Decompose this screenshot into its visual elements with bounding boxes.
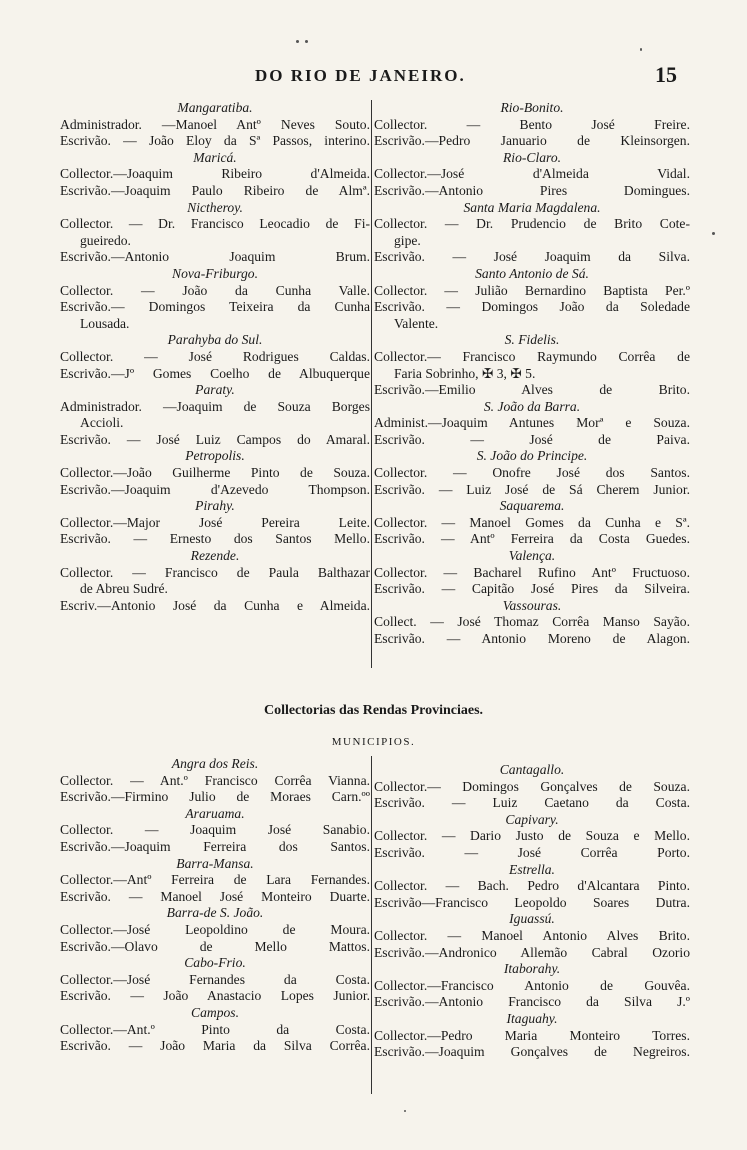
official-entry: Collect. — José Thomaz Corrêa Manso Sayão. xyxy=(374,614,690,630)
place-heading: Paraty. xyxy=(195,382,235,398)
official-entry: Collector. — Joaquim José Sanabio. xyxy=(60,822,370,838)
official-entry: Escrivão.—Antonio Francisco da Silva J.º xyxy=(374,994,690,1010)
municipal-officials-section xyxy=(60,100,690,670)
ink-speck xyxy=(305,40,308,43)
official-entry: Collector.—Antº Ferreira de Lara Fernandes. xyxy=(60,872,370,888)
official-entry: Escrivão. — Capitão José Pires da Silveira. xyxy=(374,581,690,597)
column-divider xyxy=(371,100,372,668)
ink-speck xyxy=(404,1110,406,1112)
official-entry: Escrivão. — Luiz José de Sá Cherem Junior. xyxy=(374,481,690,497)
official-entry: Collector.— Francisco Raymundo Corrêa de xyxy=(374,348,690,364)
official-entry: Collector. — Manoel Antonio Alves Brito. xyxy=(374,927,690,943)
running-title: DO RIO DE JANEIRO. xyxy=(255,66,466,85)
entry-continuation: de Abreu Sudré. xyxy=(80,581,168,597)
official-entry: Escrivão.—Joaquim Ferreira dos Santos. xyxy=(60,838,370,854)
place-heading: Cabo-Frio. xyxy=(184,955,246,971)
official-entry: Collector. — Bach. Pedro d'Alcantara Pinto. xyxy=(374,878,690,894)
ink-speck xyxy=(640,48,642,51)
place-heading: Estrella. xyxy=(509,861,555,877)
official-entry: Collector. — João da Cunha Valle. xyxy=(60,282,370,298)
place-heading: Santo Antonio de Sá. xyxy=(475,265,589,281)
official-entry: Escrivão. — José Corrêa Porto. xyxy=(374,844,690,860)
entry-continuation: Faria Sobrinho, ✠ 3, ✠ 5. xyxy=(394,365,536,381)
official-entry: Collector.—Francisco Antonio de Gouvêa. xyxy=(374,977,690,993)
official-entry: Escrivão. — Domingos João da Soledade xyxy=(374,299,690,315)
official-entry: Collector. — Ant.º Francisco Corrêa Vianna. xyxy=(60,772,370,788)
left-column xyxy=(60,100,370,614)
place-heading: Nova-Friburgo. xyxy=(172,265,258,281)
place-heading: Campos. xyxy=(191,1004,239,1020)
official-entry: Collector.—Ant.º Pinto da Costa. xyxy=(60,1021,370,1037)
official-entry: Administrador. —Joaquim de Souza Borges xyxy=(60,398,370,414)
official-entry: Escrivão.—Antonio Pires Domingues. xyxy=(374,182,690,198)
entry-continuation: Lousada. xyxy=(80,315,130,331)
place-heading: Barra-de S. João. xyxy=(166,905,264,921)
official-entry: Escrivão. — Antº Ferreira da Costa Guedes. xyxy=(374,531,690,547)
place-heading: Nictheroy. xyxy=(187,199,243,215)
place-heading: Itaguahy. xyxy=(506,1010,558,1026)
official-entry: Collector.— Domingos Gonçalves de Souza. xyxy=(374,778,690,794)
place-heading: Barra-Mansa. xyxy=(176,855,254,871)
official-entry: Escrivão. — João Eloy da Sª Passos, interino. xyxy=(60,133,370,149)
right-column xyxy=(374,762,690,1061)
official-entry: Escrivão. — João Anastacio Lopes Junior. xyxy=(60,988,370,1004)
official-entry: Collector. — Manoel Gomes da Cunha e Sª. xyxy=(374,514,690,530)
place-heading: Cantagallo. xyxy=(499,762,565,777)
official-entry: Collector.—Pedro Maria Monteiro Torres. xyxy=(374,1027,690,1043)
official-entry: Escrivão. — José Luiz Campos do Amaral. xyxy=(60,431,370,447)
official-entry: Escrivão. — João Maria da Silva Corrêa. xyxy=(60,1038,370,1054)
official-entry: Escrivão.—Firmino Julio de Moraes Carn.ºº xyxy=(60,789,370,805)
official-entry: Collector. — Dario Justo de Souza e Mello. xyxy=(374,828,690,844)
place-heading: Rezende. xyxy=(190,548,240,564)
place-heading: Valença. xyxy=(508,548,556,564)
place-heading: Petropolis. xyxy=(185,448,245,464)
place-heading: Capivary. xyxy=(505,811,559,827)
official-entry: Collector.—João Guilherme Pinto de Souza. xyxy=(60,465,370,481)
official-entry: Collector. — Bento José Freire. xyxy=(374,116,690,132)
official-entry: Escrivão.—Joaquim Paulo Ribeiro de Almª. xyxy=(60,182,370,198)
official-entry: Escrivão.— Domingos Teixeira da Cunha xyxy=(60,299,370,315)
official-entry: Escrivão. — Antonio Moreno de Alagon. xyxy=(374,631,690,646)
official-entry: Administrador. —Manoel Antº Neves Souto. xyxy=(60,116,370,132)
place-heading: Itaborahy. xyxy=(503,961,561,977)
official-entry: Escrivão.—Pedro Januario de Kleinsorgen. xyxy=(374,133,690,149)
place-heading: S. João da Barra. xyxy=(483,398,581,414)
official-entry: Escrivão.—Andronico Allemão Cabral Ozorio xyxy=(374,944,690,960)
official-entry: Collector.—José Leopoldino de Moura. xyxy=(60,921,370,937)
official-entry: Escriv.—Antonio José da Cunha e Almeida. xyxy=(60,597,370,613)
official-entry: Collector.—José d'Almeida Vidal. xyxy=(374,166,690,182)
entry-continuation: Accioli. xyxy=(80,415,124,431)
place-heading: Parahyba do Sul. xyxy=(167,332,263,348)
section-title: Collectorias das Rendas Provinciaes. xyxy=(263,703,484,718)
official-entry: Escrivão.—Olavo de Mello Mattos. xyxy=(60,938,370,954)
left-column xyxy=(60,756,370,1055)
official-entry: Collector. — Francisco de Paula Balthazar xyxy=(60,564,370,580)
official-entry: Escrivão.—Antonio Joaquim Brum. xyxy=(60,249,370,265)
official-entry: Escrivão.—Emilio Alves de Brito. xyxy=(374,382,690,398)
place-heading: Maricá. xyxy=(193,149,237,165)
provincial-revenue-section xyxy=(60,756,690,1096)
right-column xyxy=(374,100,690,648)
official-entry: Collector.—Joaquim Ribeiro d'Almeida. xyxy=(60,166,370,182)
official-entry: Collector. — Bacharel Rufino Antº Fructuoso. xyxy=(374,564,690,580)
official-entry: Collector. — Onofre José dos Santos. xyxy=(374,465,690,481)
place-heading: Iguassú. xyxy=(509,911,555,927)
entry-continuation: Valente. xyxy=(394,315,439,331)
official-entry: Escrivão.—Joaquim Gonçalves de Negreiros. xyxy=(374,1044,690,1060)
official-entry: Escrivão. — José Joaquim da Silva. xyxy=(374,249,690,265)
place-heading: S. João do Principe. xyxy=(476,448,588,464)
place-heading: Pirahy. xyxy=(195,498,235,514)
official-entry: Escrivão. — Luiz Caetano da Costa. xyxy=(374,795,690,811)
official-entry: Collector. — Julião Bernardino Baptista Per.º xyxy=(374,282,690,298)
official-entry: Collector. — Dr. Francisco Leocadio de Fi- xyxy=(60,216,370,232)
official-entry: Administ.—Joaquim Antunes Morª e Souza. xyxy=(374,415,690,431)
place-heading: Vassouras. xyxy=(502,597,562,613)
official-entry: Collector. — Dr. Prudencio de Brito Cote- xyxy=(374,216,690,232)
official-entry: Escrivão. — Ernesto dos Santos Mello. xyxy=(60,531,370,547)
place-heading: Rio-Bonito. xyxy=(500,100,564,115)
official-entry: Collector. — José Rodrigues Caldas. xyxy=(60,348,370,364)
official-entry: Escrivão—Francisco Leopoldo Soares Dutra. xyxy=(374,894,690,910)
official-entry: Escrivão. — Manoel José Monteiro Duarte. xyxy=(60,888,370,904)
place-heading: Santa Maria Magdalena. xyxy=(463,199,601,215)
place-heading: Rio-Claro. xyxy=(502,149,562,165)
official-entry: Escrivão. — José de Paiva. xyxy=(374,431,690,447)
official-entry: Escrivão.—Joaquim d'Azevedo Thompson. xyxy=(60,481,370,497)
ink-speck xyxy=(296,40,299,43)
page-number: 15 xyxy=(655,62,677,87)
section-subtitle: MUNICIPIOS. xyxy=(331,736,416,748)
column-divider xyxy=(371,756,372,1094)
official-entry: Collector.—José Fernandes da Costa. xyxy=(60,971,370,987)
entry-continuation: gueiredo. xyxy=(80,232,131,248)
place-heading: Araruama. xyxy=(185,805,245,821)
place-heading: Angra dos Reis. xyxy=(171,756,259,771)
place-heading: Mangaratiba. xyxy=(177,100,253,115)
official-entry: Escrivão.—Jº Gomes Coelho de Albuquerque xyxy=(60,365,370,381)
entry-continuation: gipe. xyxy=(394,232,421,248)
official-entry: Collector.—Major José Pereira Leite. xyxy=(60,514,370,530)
place-heading: S. Fidelis. xyxy=(504,332,560,348)
page-header xyxy=(0,62,747,90)
place-heading: Saquarema. xyxy=(499,498,565,514)
ink-speck xyxy=(712,232,715,235)
